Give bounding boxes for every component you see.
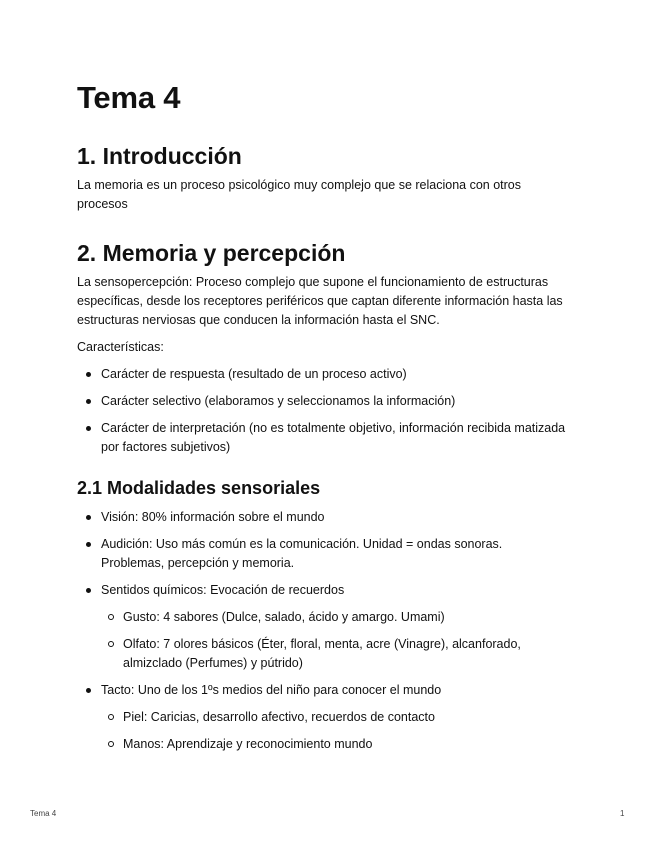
text-line: por factores subjetivos) bbox=[101, 440, 231, 454]
text-line: La sensopercepción: Proceso complejo que supone el funcionamiento de estructuras bbox=[77, 275, 549, 289]
list-item bbox=[101, 392, 587, 411]
text-line: Audición: Uso más común es la comunicación. Unidad = ondas sonoras. bbox=[101, 537, 503, 551]
list-item bbox=[101, 419, 587, 457]
sub-list-item bbox=[123, 708, 587, 727]
characteristics-label: Características: bbox=[77, 340, 164, 354]
subsection-heading-modalidades: 2.1 Modalidades sensoriales bbox=[77, 478, 321, 498]
text-line: almizclado (Perfumes) y pútrido) bbox=[123, 656, 303, 670]
sensopercepcion-paragraph bbox=[77, 273, 587, 330]
text-line: Piel: Caricias, desarrollo afectivo, recuerdos de contacto bbox=[123, 710, 435, 724]
list-item bbox=[101, 535, 587, 573]
text-line: específicas, desde los receptores periféricos que captan diferente información hasta las bbox=[77, 294, 563, 308]
text-line: Problemas, percepción y memoria. bbox=[101, 556, 295, 570]
document-title: Tema 4 bbox=[77, 80, 181, 115]
text-line: Carácter de interpretación (no es totalmente objetivo, información recibida matizada bbox=[101, 421, 566, 435]
text-line: Carácter selectivo (elaboramos y seleccionamos la información) bbox=[101, 394, 456, 408]
footer-page-number: 1 bbox=[620, 809, 625, 818]
section-heading-memoria-percepcion: 2. Memoria y percepción bbox=[77, 240, 346, 266]
text-line: Tacto: Uno de los 1ºs medios del niño para conocer el mundo bbox=[101, 683, 442, 697]
section-heading-introduccion: 1. Introducción bbox=[77, 143, 242, 169]
list-item bbox=[101, 681, 587, 700]
list-item bbox=[101, 581, 587, 600]
intro-paragraph bbox=[77, 176, 587, 214]
footer-document-title: Tema 4 bbox=[30, 809, 57, 818]
text-line: Visión: 80% información sobre el mundo bbox=[101, 510, 325, 524]
sub-list-item bbox=[123, 608, 587, 627]
text-line: Olfato: 7 olores básicos (Éter, floral, menta, acre (Vinagre), alcanforado, bbox=[123, 637, 521, 651]
text-line: Gusto: 4 sabores (Dulce, salado, ácido y amargo. Umami) bbox=[123, 610, 445, 624]
text-line: Manos: Aprendizaje y reconocimiento mundo bbox=[123, 737, 373, 751]
sub-list-item bbox=[123, 735, 587, 754]
list-item bbox=[101, 508, 587, 527]
text-line: Sentidos químicos: Evocación de recuerdos bbox=[101, 583, 345, 597]
sub-list-item bbox=[123, 635, 587, 673]
text-line: procesos bbox=[77, 197, 128, 211]
text-line: Carácter de respuesta (resultado de un proceso activo) bbox=[101, 367, 407, 381]
list-item bbox=[101, 365, 587, 384]
text-line: La memoria es un proceso psicológico muy complejo que se relaciona con otros bbox=[77, 178, 521, 192]
text-line: estructuras nerviosas que conducen la información hasta el SNC. bbox=[77, 313, 440, 327]
